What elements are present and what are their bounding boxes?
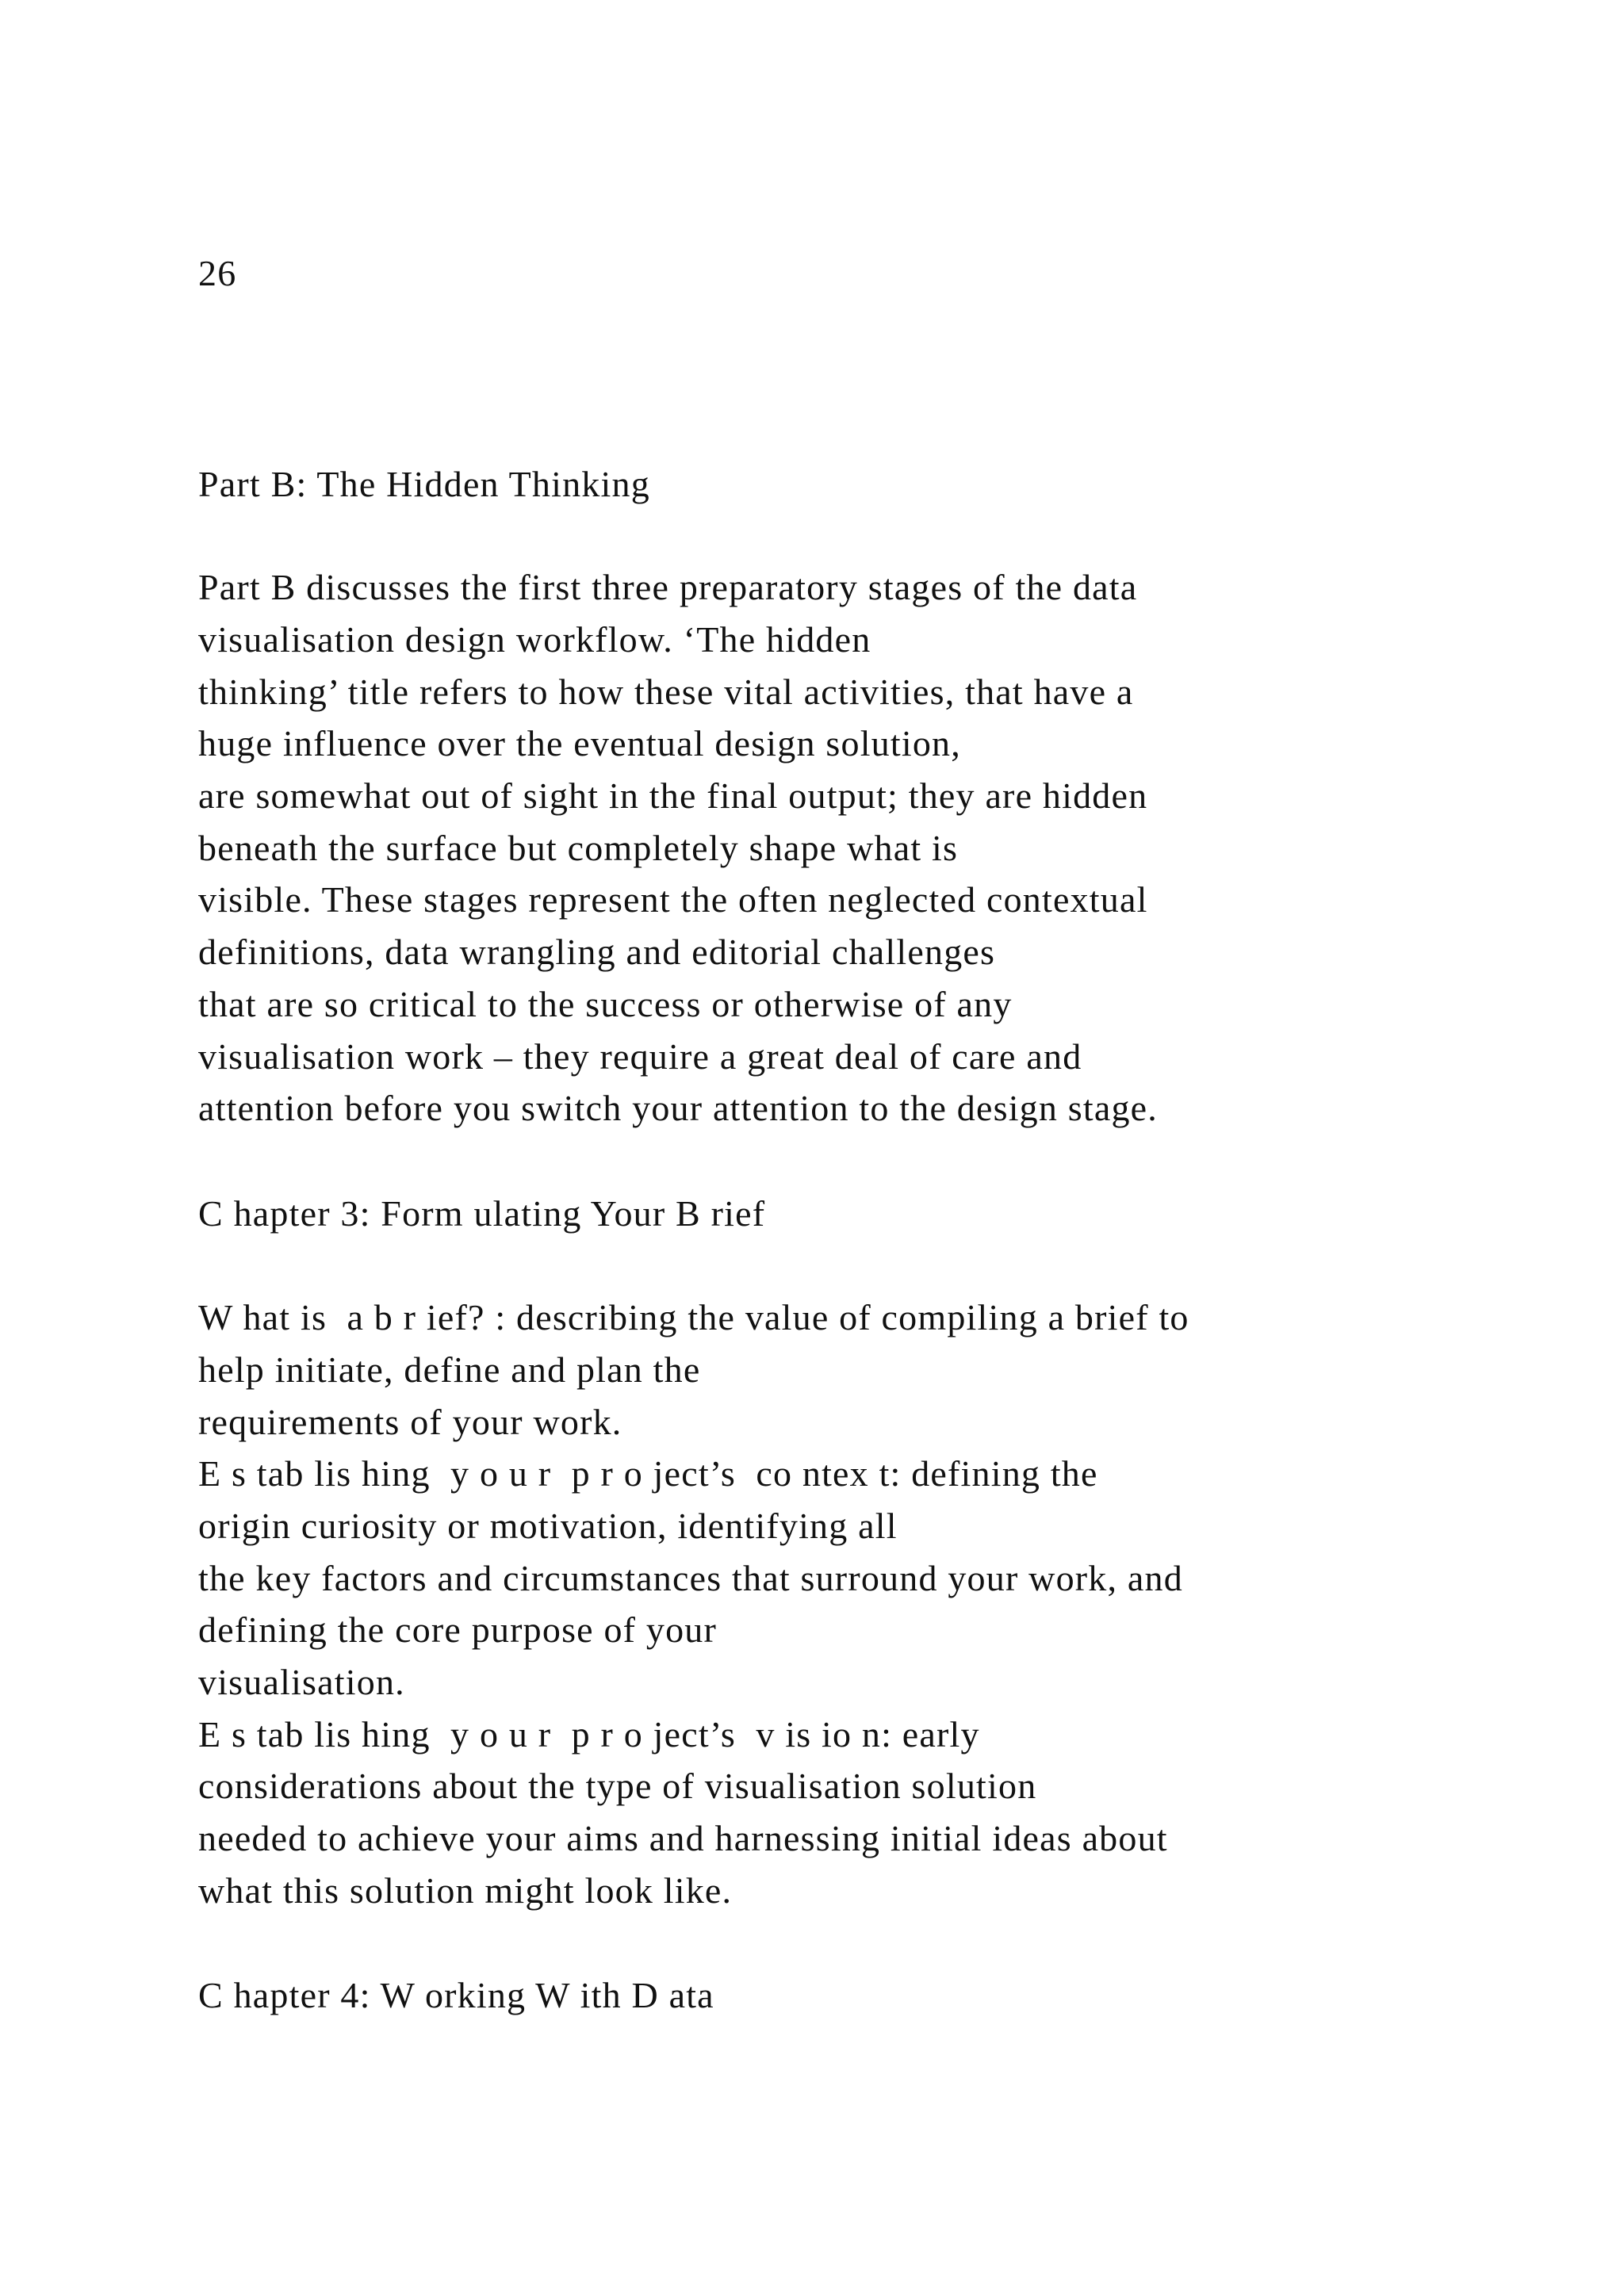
intro-line: visible. These stages represent the often neglected contextual	[198, 879, 1148, 920]
summary-line: E s tab lis hing y o u r p r o ject’s v is io n: early	[198, 1714, 980, 1755]
summary-line: E s tab lis hing y o u r p r o ject’s co ntex t: defining the	[198, 1453, 1098, 1494]
chapter-4-heading: C hapter 4: W orking W ith D ata	[198, 1975, 714, 2015]
intro-line: thinking’ title refers to how these vital activities, that have a	[198, 672, 1134, 712]
intro-line: that are so critical to the success or otherwise of any	[198, 984, 1013, 1024]
summary-line: requirements of your work.	[198, 1402, 622, 1442]
summary-line: W hat is a b r ief? : describing the value of compiling a brief to	[198, 1297, 1189, 1337]
intro-line: definitions, data wrangling and editorial challenges	[198, 932, 996, 972]
intro-line: Part B discusses the first three preparatory stages of the data	[198, 567, 1138, 607]
intro-line: visualisation design workflow. ‘The hidden	[198, 619, 871, 660]
summary-line: defining the core purpose of your	[198, 1609, 718, 1650]
summary-line: what this solution might look like.	[198, 1870, 733, 1911]
summary-line: visualisation.	[198, 1662, 405, 1702]
intro-line: are somewhat out of sight in the final output; they are hidden	[198, 775, 1148, 816]
page-number: 26	[198, 253, 237, 293]
summary-line: needed to achieve your aims and harnessing initial ideas about	[198, 1818, 1168, 1858]
summary-line: origin curiosity or motivation, identifying all	[198, 1506, 898, 1546]
chapter-3-heading: C hapter 3: Form ulating Your B rief	[198, 1193, 766, 1234]
summary-line: the key factors and circumstances that surround your work, and	[198, 1558, 1183, 1598]
intro-line: attention before you switch your attention to the design stage.	[198, 1088, 1158, 1128]
intro-line: huge influence over the eventual design solution,	[198, 723, 961, 763]
section-title: Part B: The Hidden Thinking	[198, 464, 650, 504]
summary-line: considerations about the type of visualisation solution	[198, 1766, 1037, 1806]
intro-line: visualisation work – they require a great deal of care and	[198, 1036, 1082, 1077]
summary-line: help initiate, define and plan the	[198, 1349, 701, 1390]
intro-line: beneath the surface but completely shape what is	[198, 828, 959, 868]
